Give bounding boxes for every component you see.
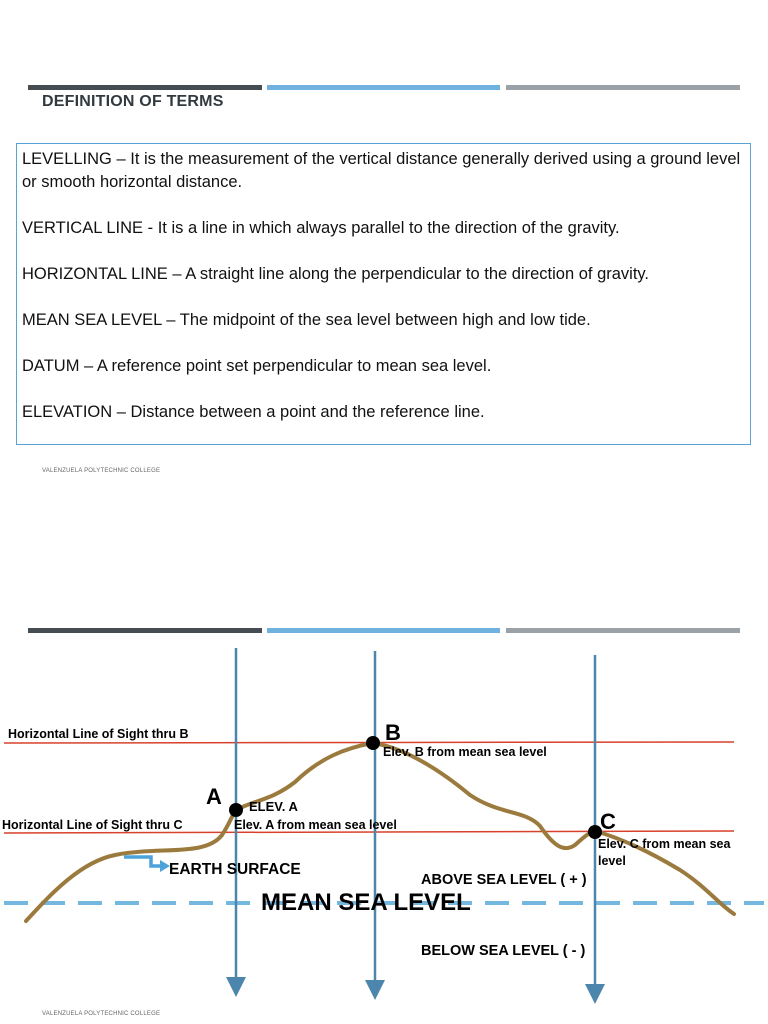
description: – The midpoint of the sea level between high and low tide. [161, 311, 591, 329]
sight-line-b-label: Horizontal Line of Sight thru B [8, 727, 189, 741]
description: - It is a line in which always parallel to the direction of the gravity. [143, 219, 620, 237]
elev-c-msl-label-cont: level [598, 854, 626, 868]
elev-b-msl-label: Elev. B from mean sea level [383, 745, 547, 759]
footer-text: VALENZUELA POLYTECHNIC COLLEGE [42, 468, 161, 474]
point-b-label: B [385, 720, 401, 745]
earth-surface-arrow-icon [124, 857, 160, 866]
footer-text: VALENZUELA POLYTECHNIC COLLEGE [42, 1011, 161, 1017]
description: – It is the measurement of the vertical distance generally derived using a ground level or smooth horizontal distance. [22, 150, 741, 191]
above-sea-level-label: ABOVE SEA LEVEL ( + ) [421, 872, 587, 888]
elev-a-label: ELEV. A [249, 799, 298, 814]
description: – A straight line along the perpendicular to the direction of gravity. [167, 265, 650, 283]
mean-sea-level-label: MEAN SEA LEVEL [261, 889, 471, 916]
sight-line-c-label: Horizontal Line of Sight thru C [2, 818, 183, 832]
point-a-marker [229, 803, 243, 817]
earth-surface-label: EARTH SURFACE [169, 861, 301, 878]
elev-a-msl-label: Elev. A from mean sea level [234, 818, 397, 832]
point-c-label: C [600, 809, 616, 834]
description: – Distance between a point and the reference line. [112, 403, 485, 421]
description: – A reference point set perpendicular to mean sea level. [79, 357, 492, 375]
below-sea-level-label: BELOW SEA LEVEL ( - ) [421, 943, 586, 959]
point-a-label: A [206, 784, 222, 809]
term: MEAN SEA LEVEL [22, 311, 162, 329]
elev-c-msl-label: Elev. C from mean sea [598, 837, 731, 851]
slide-title: DEFINITION OF TERMS [42, 93, 224, 110]
term: ELEVATION [22, 403, 113, 421]
term: LEVELLING [22, 150, 112, 168]
term: DATUM [22, 357, 80, 375]
point-b-marker [366, 736, 380, 750]
term: HORIZONTAL LINE [22, 265, 168, 283]
term: VERTICAL LINE [22, 219, 144, 237]
